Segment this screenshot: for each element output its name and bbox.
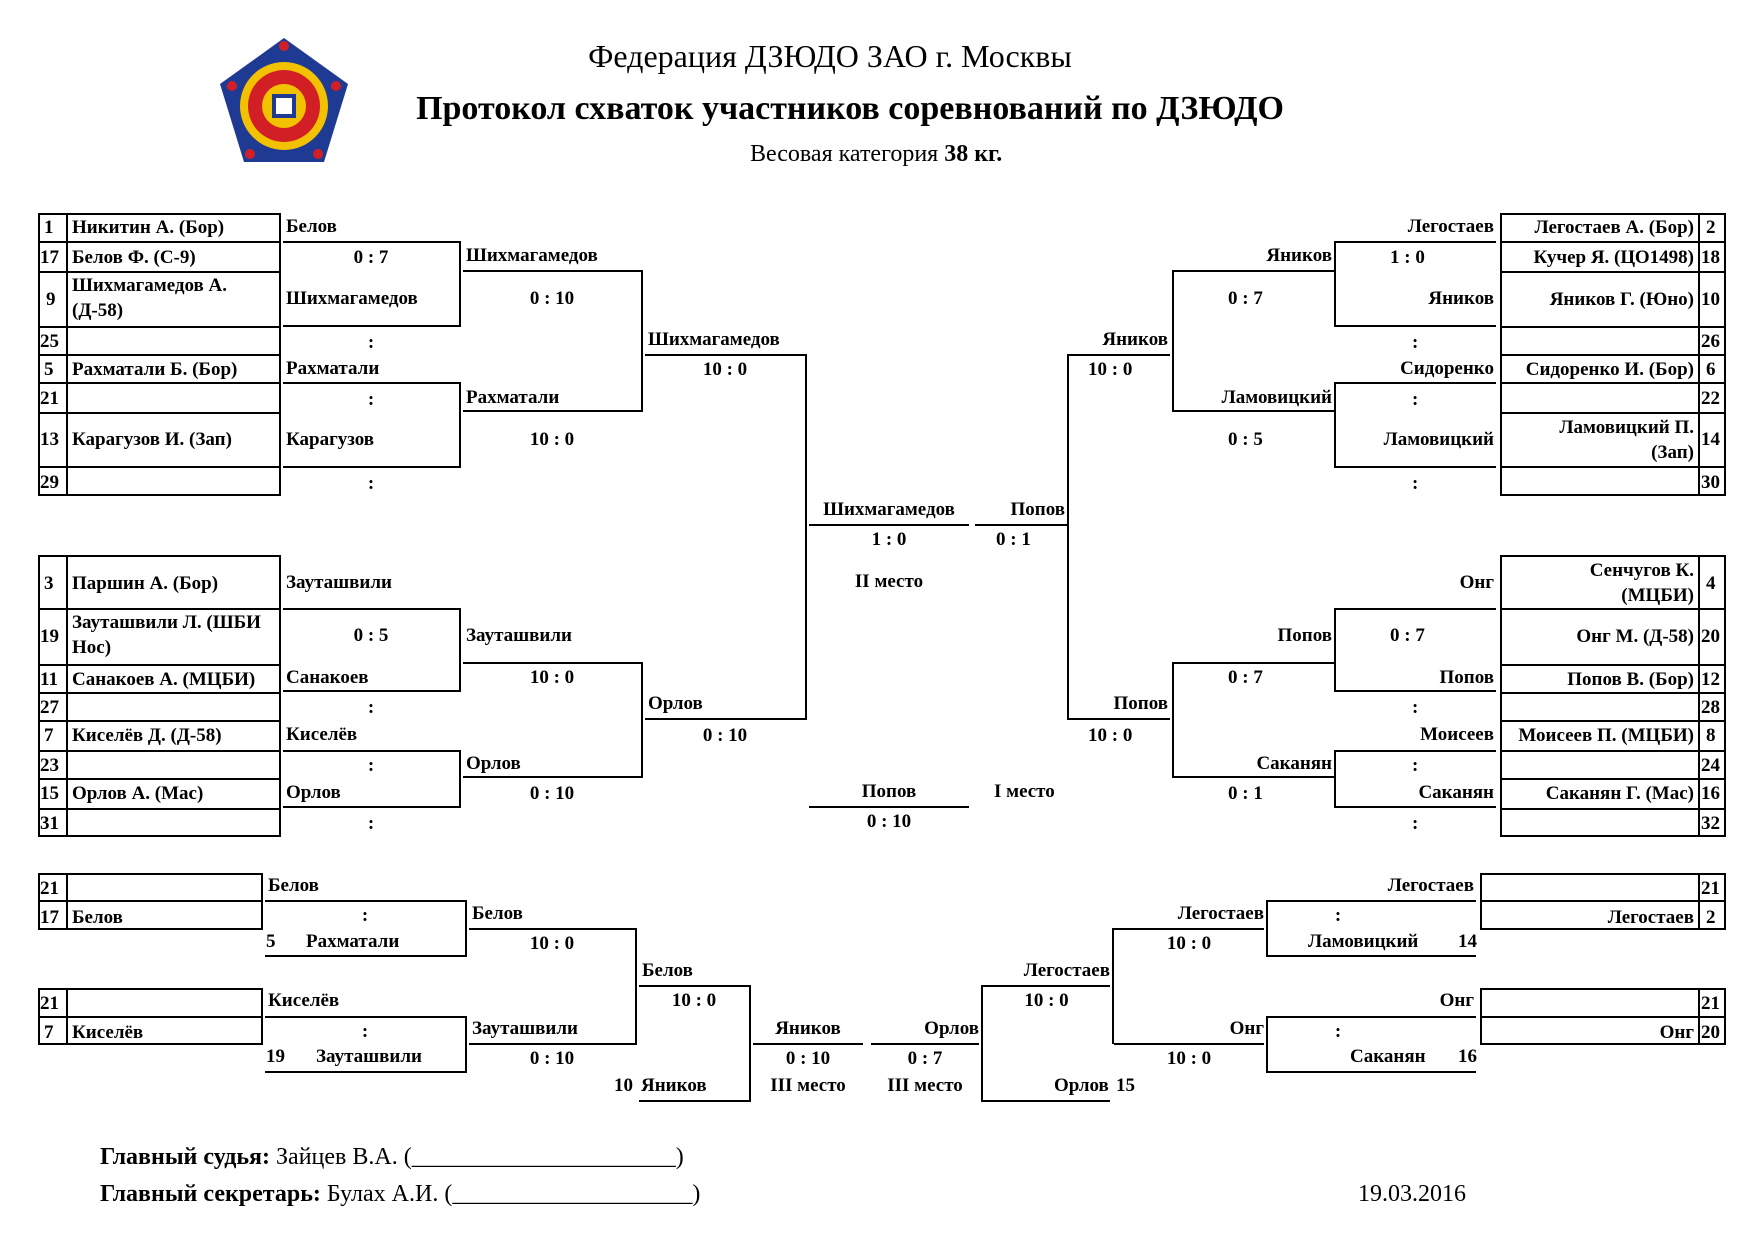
r1-score: : <box>367 697 375 718</box>
participant-name: Белов Ф. (С-9) <box>72 247 196 268</box>
r2-score: 0 : 1 <box>1228 783 1263 804</box>
r2-winner: Рахматали <box>466 387 560 408</box>
r1-score: : <box>367 389 375 410</box>
participant-name: Яников Г. (Юно) <box>1549 289 1694 310</box>
r1-score: : <box>361 905 369 926</box>
r2-score: 10 : 0 <box>529 667 575 688</box>
r2-winner: Зауташвили <box>466 625 572 646</box>
r2-winner: Шихмагамедов <box>466 245 598 266</box>
r1-score: 0 : 5 <box>353 625 389 646</box>
seed: 12 <box>1701 669 1720 690</box>
seed: 23 <box>40 755 59 776</box>
seed: 21 <box>1701 878 1720 899</box>
participant-name: Онг <box>1659 1022 1694 1043</box>
seed: 30 <box>1701 472 1720 493</box>
r1-winner: Санакоев <box>286 667 369 688</box>
r1-winner: Легостаев <box>1387 875 1474 896</box>
participant-name: Онг М. (Д-58) <box>1576 626 1694 647</box>
seed: 14 <box>1701 429 1720 450</box>
seed: 2 <box>1706 217 1716 238</box>
seed: 7 <box>44 725 54 746</box>
r3-winner: Яников <box>1102 329 1168 350</box>
participant-name: (Зап) <box>1651 442 1694 463</box>
weight-value: 38 кг. <box>944 141 1003 167</box>
r3-score: 10 : 0 <box>1024 990 1069 1011</box>
seed: 8 <box>1706 725 1716 746</box>
r2-score: 0 : 5 <box>1228 429 1263 450</box>
bronze-score: 0 : 10 <box>785 1048 831 1069</box>
final-score: 0 : 10 <box>866 811 912 832</box>
bottom-name: Зауташвили <box>316 1046 422 1067</box>
seed: 29 <box>40 472 59 493</box>
seed: 10 <box>1701 289 1720 310</box>
r1-winner: Киселёв <box>268 990 340 1011</box>
bottom-seed: 10 <box>614 1075 633 1096</box>
chief-secretary-line <box>100 1182 700 1206</box>
r1-winner: Белов <box>268 875 319 896</box>
r2-winner: Зауташвили <box>472 1018 578 1039</box>
r1-score: : <box>1412 473 1419 494</box>
weight-label: Весовая категория <box>750 141 939 167</box>
bronze-score: 0 : 7 <box>907 1048 943 1069</box>
participant-name: Рахматали Б. (Бор) <box>72 359 238 380</box>
r2-score: 10 : 0 <box>1166 1048 1212 1069</box>
bronze-winner-name: Орлов <box>924 1018 979 1039</box>
federation-logo <box>218 36 350 166</box>
r1-winner: Белов <box>286 216 337 237</box>
bottom-seed: 16 <box>1458 1046 1477 1067</box>
r1-score: 0 : 7 <box>1390 625 1425 646</box>
seed: 22 <box>1701 388 1720 409</box>
second-place-label: II место <box>854 571 924 592</box>
r2-score: 10 : 0 <box>1166 933 1212 954</box>
r2-winner: Онг <box>1229 1018 1264 1039</box>
participant-name: Легостаев <box>1607 907 1694 928</box>
seed: 11 <box>40 669 58 690</box>
protocol-title: Протокол схваток участников соревнований по ДЗЮДО <box>416 90 1284 127</box>
chief-secretary-name: Булах А.И. (____________________) <box>326 1181 701 1207</box>
seed: 27 <box>40 697 59 718</box>
r3-score: 10 : 0 <box>1088 725 1133 746</box>
participant-name: Нос) <box>72 637 112 658</box>
participant-name: Зауташвили Л. (ШБИ <box>72 612 261 633</box>
bronze-winner-name: Яников <box>775 1018 841 1039</box>
bottom-name: Орлов <box>1054 1075 1109 1096</box>
participant-name: Киселёв <box>72 1022 144 1043</box>
participant-name: (МЦБИ) <box>1621 585 1694 606</box>
r1-score: : <box>367 473 375 494</box>
r1-score: 1 : 0 <box>1390 247 1425 268</box>
seed: 7 <box>44 1022 54 1043</box>
r3-winner: Легостаев <box>1023 960 1110 981</box>
r3-score: 0 : 10 <box>702 725 748 746</box>
r1-winner: Киселёв <box>286 724 358 745</box>
bottom-seed: 19 <box>266 1046 285 1067</box>
seed: 5 <box>44 359 54 380</box>
r1-winner: Онг <box>1459 572 1494 593</box>
third-place-label: III место <box>770 1075 846 1096</box>
r1-score: : <box>1334 905 1342 926</box>
participant-name: Кучер Я. (ЦО1498) <box>1533 247 1694 268</box>
final-winner-name: Попов <box>861 781 917 802</box>
r1-score: : <box>1412 755 1419 776</box>
r2-winner: Легостаев <box>1177 903 1264 924</box>
semi-left-name: Шихмагамедов <box>823 499 955 520</box>
participant-name: Белов <box>72 907 123 928</box>
r3-score: 10 : 0 <box>702 359 748 380</box>
r1-score: : <box>1334 1021 1342 1042</box>
semi-left-score: 1 : 0 <box>871 529 907 550</box>
r1-winner: Зауташвили <box>286 572 392 593</box>
r2-winner: Ламовицкий <box>1221 387 1332 408</box>
r2-score: 10 : 0 <box>529 933 575 954</box>
r2-score: 0 : 10 <box>529 783 575 804</box>
bottom-name: Саканян <box>1350 1046 1426 1067</box>
r1-winner: Орлов <box>286 782 341 803</box>
participant-name: Попов В. (Бор) <box>1567 669 1694 690</box>
seed: 28 <box>1701 697 1720 718</box>
r1-score: : <box>367 332 375 353</box>
r2-winner: Орлов <box>466 753 521 774</box>
r1-winner: Карагузов <box>286 429 375 450</box>
r1-winner: Онг <box>1439 990 1474 1011</box>
seed: 31 <box>40 813 59 834</box>
participant-name: Орлов А. (Мас) <box>72 783 204 804</box>
r2-winner: Белов <box>472 903 523 924</box>
r1-winner: Моисеев <box>1420 724 1494 745</box>
r1-winner: Саканян <box>1418 782 1494 803</box>
r1-winner: Сидоренко <box>1400 358 1494 379</box>
r2-score: 10 : 0 <box>529 429 575 450</box>
r1-winner: Ламовицкий <box>1383 429 1494 450</box>
seed: 3 <box>44 573 54 594</box>
participant-name: (Д-58) <box>72 300 124 321</box>
participant-name: Санакоев А. (МЦБИ) <box>72 669 256 690</box>
participant-name: Карагузов И. (Зап) <box>72 429 232 450</box>
participant-name: Сенчугов К. <box>1589 560 1694 581</box>
seed: 20 <box>1701 626 1720 647</box>
r1-score: : <box>367 813 375 834</box>
semi-right-score: 0 : 1 <box>996 529 1031 550</box>
seed: 17 <box>40 247 59 268</box>
chief-judge-name: Зайцев В.А. (______________________) <box>276 1144 684 1170</box>
participant-name: Никитин А. (Бор) <box>72 217 225 238</box>
r2-winner: Попов <box>1277 625 1332 646</box>
chief-secretary-label: Главный секретарь: <box>100 1181 321 1207</box>
r1-winner: Шихмагамедов <box>286 288 418 309</box>
participant-name: Ламовицкий П. <box>1559 417 1694 438</box>
bottom-name: Ламовицкий <box>1308 931 1419 952</box>
r3-winner: Орлов <box>648 693 703 714</box>
seed: 21 <box>1701 993 1720 1014</box>
seed: 21 <box>40 993 59 1014</box>
chief-judge-label: Главный судья: <box>100 1144 271 1170</box>
seed: 2 <box>1706 907 1716 928</box>
chief-judge-line <box>100 1145 684 1169</box>
r1-score: : <box>1412 813 1419 834</box>
r2-score: 0 : 10 <box>529 288 575 309</box>
participant-name: Моисеев П. (МЦБИ) <box>1518 725 1694 746</box>
first-place-label: I место <box>994 781 1055 802</box>
seed: 1 <box>44 217 54 238</box>
bottom-seed: 14 <box>1458 931 1477 952</box>
third-place-label: III место <box>887 1075 963 1096</box>
r2-winner: Яников <box>1266 245 1332 266</box>
r1-winner: Легостаев <box>1407 216 1494 237</box>
participant-name: Шихмагамедов А. <box>72 275 227 296</box>
r1-winner: Яников <box>1428 288 1494 309</box>
seed: 6 <box>1706 359 1716 380</box>
r1-score: : <box>1412 697 1419 718</box>
r2-score: 0 : 7 <box>1228 288 1263 309</box>
r3-winner: Белов <box>642 960 693 981</box>
seed: 32 <box>1701 813 1720 834</box>
r1-score: 0 : 7 <box>353 247 389 268</box>
participant-name: Саканян Г. (Мас) <box>1545 783 1694 804</box>
semi-right-name: Попов <box>1010 499 1065 520</box>
r1-score: : <box>1412 332 1419 353</box>
seed: 21 <box>40 878 59 899</box>
participant-name: Легостаев А. (Бор) <box>1534 217 1694 238</box>
participant-name: Паршин А. (Бор) <box>72 573 219 594</box>
seed: 19 <box>40 626 59 647</box>
r2-winner: Саканян <box>1256 753 1332 774</box>
r3-score: 10 : 0 <box>671 990 717 1011</box>
r1-winner: Рахматали <box>286 358 380 379</box>
seed: 16 <box>1701 783 1720 804</box>
weight-category <box>750 142 1002 166</box>
protocol-date: 19.03.2016 <box>1358 1181 1466 1207</box>
seed: 25 <box>40 331 59 352</box>
participant-name: Киселёв Д. (Д-58) <box>72 725 222 746</box>
r3-winner: Шихмагамедов <box>648 329 780 350</box>
seed: 26 <box>1701 331 1720 352</box>
r3-winner: Попов <box>1113 693 1168 714</box>
seed: 20 <box>1701 1022 1720 1043</box>
bottom-seed: 15 <box>1116 1075 1135 1096</box>
seed: 15 <box>40 783 59 804</box>
bottom-name: Яников <box>641 1075 707 1096</box>
seed: 4 <box>1706 573 1716 594</box>
r2-score: 0 : 10 <box>529 1048 575 1069</box>
r1-score: : <box>1412 389 1419 410</box>
bottom-seed: 5 <box>266 931 276 952</box>
seed: 9 <box>46 289 56 310</box>
federation-title: Федерация ДЗЮДО ЗАО г. Москвы <box>588 38 1072 74</box>
seed: 24 <box>1701 755 1720 776</box>
r1-score: : <box>361 1021 369 1042</box>
seed: 18 <box>1701 247 1720 268</box>
participant-name: Сидоренко И. (Бор) <box>1525 359 1694 380</box>
r1-score: : <box>367 755 375 776</box>
seed: 17 <box>40 907 59 928</box>
seed: 13 <box>40 429 59 450</box>
r1-winner: Попов <box>1439 667 1494 688</box>
bottom-name: Рахматали <box>306 931 400 952</box>
r3-score: 10 : 0 <box>1088 359 1133 380</box>
seed: 21 <box>40 388 59 409</box>
r2-score: 0 : 7 <box>1228 667 1263 688</box>
